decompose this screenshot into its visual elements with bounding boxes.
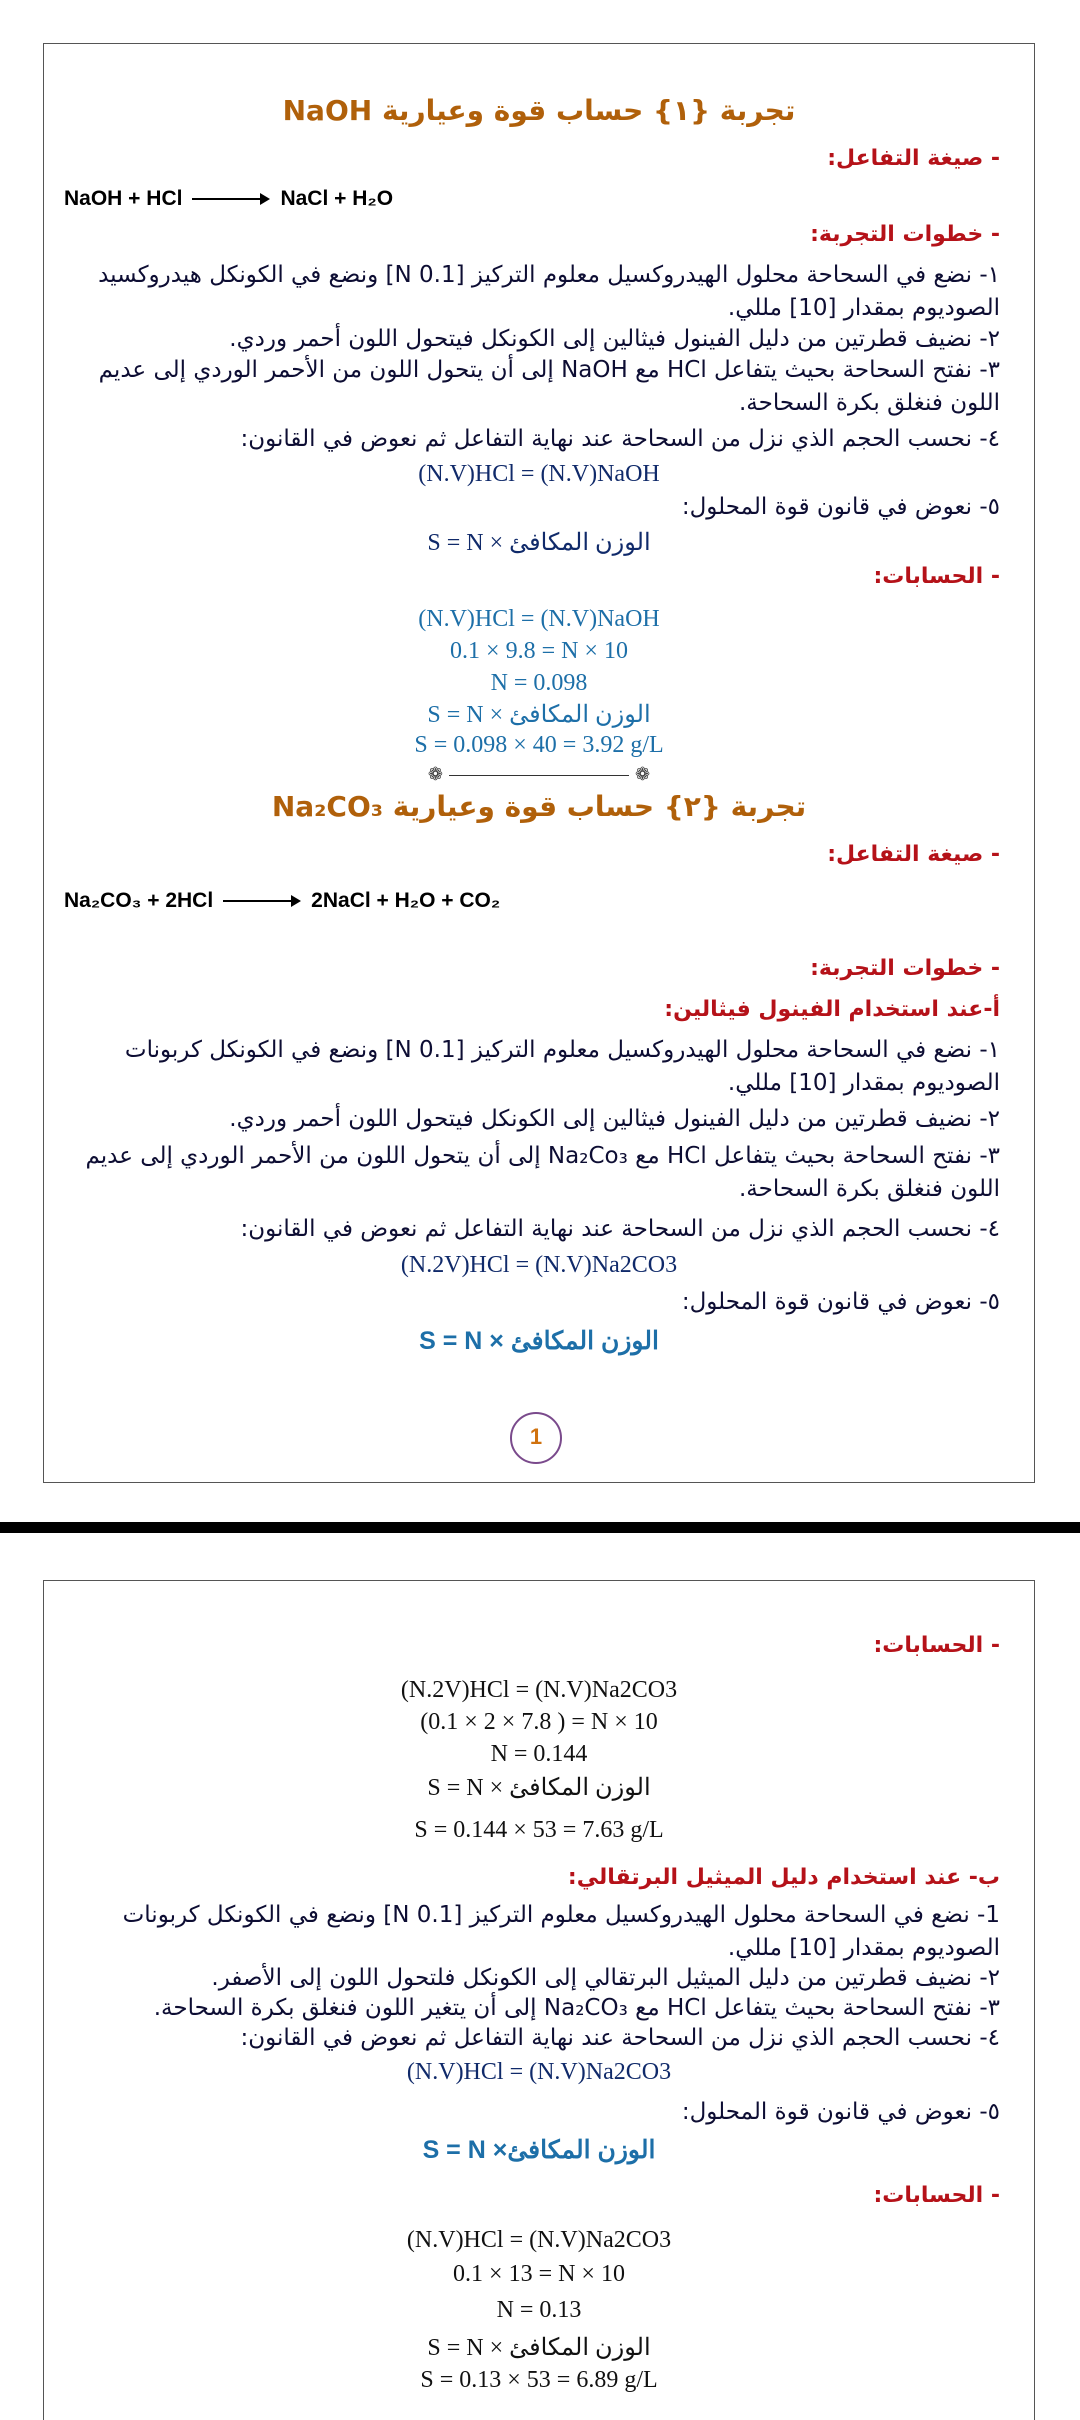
- steps-heading: - خطوات التجربة:: [810, 956, 1000, 981]
- calc-line: 0.1 × 9.8 = N × 10: [450, 638, 628, 664]
- step-1: ١- نضع في السحاحة محلول الهيدروكسيل معلوم التركيز [0.1 N] ونضع في الكونكل هيدروكسيد الصوديوم بمقدار [10] مللي.: [98, 262, 1000, 321]
- reaction-formula-heading: - صيغة التفاعل:: [827, 842, 1000, 867]
- reactants: Na₂CO₃ + 2HCl: [64, 889, 214, 912]
- document-page-1: [43, 43, 1035, 1483]
- calc-line: (N.V)HCl = (N.V)Na2CO3: [406, 2227, 672, 2253]
- law-strength: S = N × الوزن المكافئ: [419, 1327, 659, 1355]
- subsection-phenolphthalein: أ-عند استخدام الفينول فيثالين:: [664, 997, 1000, 1022]
- calc-line: N = 0.13: [496, 2297, 582, 2323]
- subsection-methyl-orange: ب- عند استخدام دليل الميثيل البرتقالي:: [567, 1865, 1000, 1890]
- section-separator: [44, 764, 1034, 785]
- arrow-icon: [192, 198, 266, 200]
- law-strength: S = N × الوزن المكافئ: [427, 530, 651, 556]
- law-equivalence: (N.2V)HCl = (N.V)Na2CO3: [400, 1252, 678, 1278]
- step-5: ٥- نعوض في قانون قوة المحلول:: [681, 1289, 1000, 1315]
- flower-ornament-icon: ❁: [427, 764, 443, 785]
- calculations-heading: - الحسابات:: [873, 2183, 1000, 2208]
- experiment-1-title: تجربة {١} حساب قوة وعيارية NaOH: [282, 94, 796, 127]
- calc-line: S = N × الوزن المكافئ: [427, 1775, 651, 1801]
- step-5: ٥- نعوض في قانون قوة المحلول:: [681, 2099, 1000, 2125]
- calc-line: S = 0.13 × 53 = 6.89 g/L: [420, 2367, 658, 2393]
- calc-line: S = 0.144 × 53 = 7.63 g/L: [414, 1817, 664, 1843]
- steps-heading: - خطوات التجربة:: [810, 222, 1000, 247]
- calc-line: 0.1 × 13 = N × 10: [453, 2261, 625, 2287]
- step-2: ٢- نضيف قطرتين من دليل الفينول فيثالين إلى الكونكل فيتحول اللون أحمر وردي.: [229, 1106, 1000, 1132]
- step-4: ٤- نحسب الحجم الذي نزل من السحاحة عند نهاية التفاعل ثم نعوض في القانون:: [240, 1216, 1000, 1242]
- step-4: ٤- نحسب الحجم الذي نزل من السحاحة عند نهاية التفاعل ثم نعوض في القانون:: [240, 2025, 1000, 2051]
- reaction-equation-1: [64, 187, 393, 211]
- arrow-icon: [223, 900, 297, 902]
- step-3: ٣- نفتح السحاحة بحيث يتفاعل HCl مع NaOH إلى أن يتحول اللون من الأحمر الوردي إلى عديم اللون فنغلق بكرة السحاحة.: [98, 357, 1000, 416]
- reaction-formula-heading: - صيغة التفاعل:: [827, 146, 1000, 171]
- step-1: ١- نضع في السحاحة محلول الهيدروكسيل معلوم التركيز [0.1 N] ونضع في الكونكل كربونات الصوديوم بمقدار [10] مللي.: [124, 1037, 1000, 1096]
- law-equivalence: (N.V)HCl = (N.V)NaOH: [418, 461, 660, 487]
- calculations-heading: - الحسابات:: [873, 564, 1000, 589]
- document-page-2: [43, 1580, 1035, 2420]
- law-strength: S = N ×الوزن المكافئ: [422, 2136, 656, 2164]
- calc-line: S = 0.098 × 40 = 3.92 g/L: [414, 732, 664, 758]
- step-1: 1- نضع في السحاحة محلول الهيدروكسيل معلوم التركيز [0.1 N] ونضع في الكونكل كربونات الصوديوم بمقدار [10] مللي.: [122, 1902, 1000, 1961]
- step-2: ٢- نضيف قطرتين من دليل الفينول فيثالين إلى الكونكل فيتحول اللون أحمر وردي.: [229, 326, 1000, 352]
- step-3: ٣- نفتح السحاحة بحيث يتفاعل HCl مع Na₂Co₃ إلى أن يتحول اللون من الأحمر الوردي إلى عديم اللون فنغلق بكرة السحاحة.: [85, 1143, 1000, 1202]
- page-divider: [0, 1522, 1080, 1533]
- flower-ornament-icon: ❁: [635, 764, 651, 785]
- calc-line: (N.V)HCl = (N.V)NaOH: [418, 606, 660, 632]
- experiment-2-title: تجربة {٢} حساب قوة وعيارية Na₂CO₃: [271, 790, 807, 823]
- reaction-equation-2: [64, 889, 500, 913]
- step-4: ٤- نحسب الحجم الذي نزل من السحاحة عند نهاية التفاعل ثم نعوض في القانون:: [240, 426, 1000, 452]
- calc-line: (0.1 × 2 × 7.8 ) = N × 10: [420, 1709, 658, 1735]
- page-number-badge: 1: [510, 1412, 562, 1464]
- law-equivalence: (N.V)HCl = (N.V)Na2CO3: [406, 2059, 672, 2085]
- calc-line: S = N × الوزن المكافئ: [427, 2335, 651, 2361]
- reactants: NaOH + HCl: [64, 187, 183, 210]
- calculations-heading: - الحسابات:: [873, 1633, 1000, 1658]
- products: 2NaCl + H₂O + CO₂: [311, 889, 501, 912]
- calc-line: (N.2V)HCl = (N.V)Na2CO3: [400, 1677, 678, 1703]
- step-5: ٥- نعوض في قانون قوة المحلول:: [681, 494, 1000, 520]
- products: NaCl + H₂O: [280, 187, 394, 210]
- calc-line: N = 0.144: [490, 1741, 588, 1767]
- separator-line: [449, 775, 629, 776]
- calc-line: S = N × الوزن المكافئ: [427, 702, 651, 728]
- step-2: ٢- نضيف قطرتين من دليل الميثيل البرتقالي إلى الكونكل فلتحول اللون إلى الأصفر.: [211, 1965, 1000, 1991]
- step-3: ٣- نفتح السحاحة بحيث يتفاعل HCl مع Na₂CO₃ إلى أن يتغير اللون فنغلق بكرة السحاحة.: [153, 1995, 1000, 2021]
- calc-line: N = 0.098: [490, 670, 588, 696]
